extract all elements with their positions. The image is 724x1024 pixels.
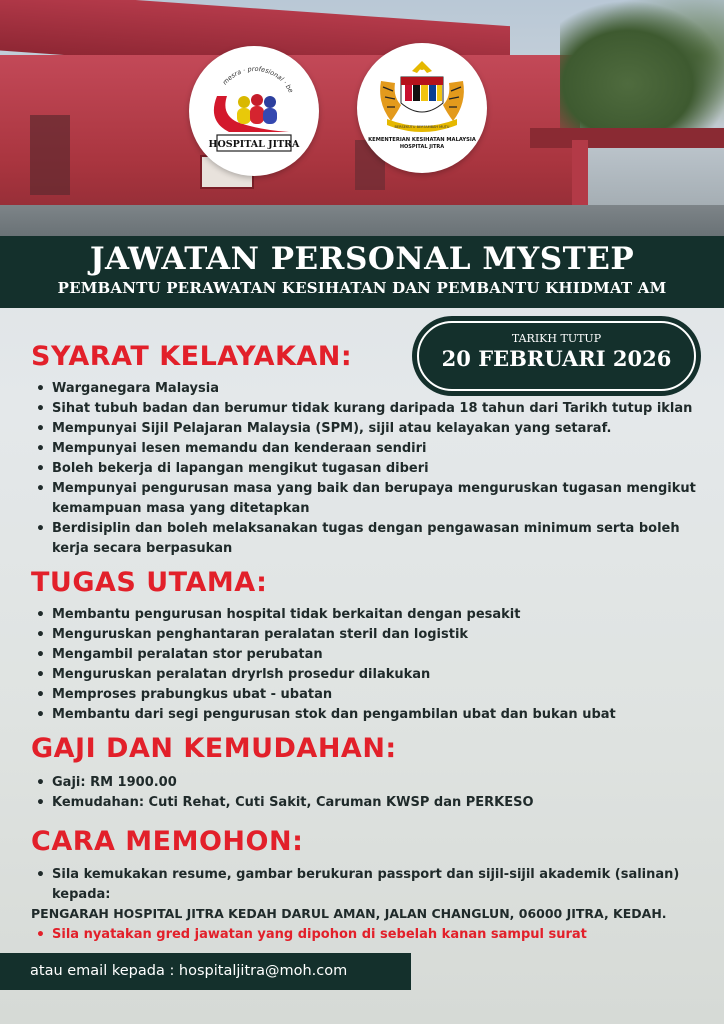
tugas-list — [34, 605, 714, 725]
syarat-list — [34, 379, 714, 559]
section-heading-gaji: GAJI DAN KEMUDAHAN: — [31, 733, 397, 764]
email-contact[interactable]: atau email kepada : hospitaljitra@moh.com — [0, 953, 411, 990]
mailing-address: PENGARAH HOSPITAL JITRA KEDAH DARUL AMAN, JALAN CHANGLUN, 06000 JITRA, KEDAH. — [31, 906, 667, 921]
closing-date-value: 20 FEBRUARI 2026 — [441, 346, 672, 371]
list-item: • Mempunyai pengurusan masa yang baik dan berupaya menguruskan tugasan mengikut kemampuan masa yang ditetapkan — [34, 479, 714, 519]
section-heading-tugas: TUGAS UTAMA: — [31, 567, 268, 598]
hospital-logo-graphic — [189, 46, 319, 176]
hospital-jitra-logo — [189, 46, 319, 176]
list-item: • Mempunyai Sijil Pelajaran Malaysia (SPM), sijil atau kelayakan yang setaraf. — [34, 419, 714, 439]
building-window — [30, 115, 70, 195]
ministry-motto: BERSEKUTU BERTAMBAH MUTU — [394, 125, 450, 129]
list-item: • Sihat tubuh badan dan berumur tidak kurang daripada 18 tahun dari Tarikh tutup iklan — [34, 399, 714, 419]
cara-list — [34, 865, 694, 905]
list-item: • Memproses prabungkus ubat - ubatan — [34, 685, 714, 705]
list-item: • Menguruskan penghantaran peralatan steril dan logistik — [34, 625, 714, 645]
list-item: • Gaji: RM 1900.00 — [34, 773, 714, 793]
list-item: • Berdisiplin dan boleh melaksanakan tugas dengan pengawasan minimum serta boleh kerja secara berpasukan — [34, 519, 714, 559]
cara-note-list — [34, 925, 714, 945]
application-note: • Sila nyatakan gred jawatan yang dipohon di sebelah kanan sampul surat — [34, 925, 714, 945]
coat-of-arms-icon — [357, 43, 487, 173]
list-item: • Boleh bekerja di lapangan mengikut tugasan diberi — [34, 459, 714, 479]
page-title: JAWATAN PERSONAL MYSTEP — [89, 241, 635, 277]
list-item: • Membantu pengurusan hospital tidak berkaitan dengan pesakit — [34, 605, 714, 625]
list-item: • Membantu dari segi pengurusan stok dan pengambilan ubat dan bukan ubat — [34, 705, 714, 725]
ministry-health-logo — [357, 43, 487, 173]
ministry-sub: HOSPITAL JITRA — [399, 144, 445, 150]
title-banner — [0, 236, 724, 308]
road — [0, 205, 724, 236]
list-item: • Kemudahan: Cuti Rehat, Cuti Sakit, Caruman KWSP dan PERKESO — [34, 793, 714, 813]
list-item: • Warganegara Malaysia — [34, 379, 714, 399]
list-item: • Menguruskan peralatan dryrlsh prosedur dilakukan — [34, 665, 714, 685]
hospital-logo-name: HOSPITAL JITRA — [208, 139, 300, 150]
gaji-list — [34, 773, 714, 813]
list-item: • Sila kemukakan resume, gambar berukuran passport dan sijil-sijil akademik (salinan) kepada: — [34, 865, 694, 905]
ministry-name: KEMENTERIAN KESIHATAN MALAYSIA — [368, 137, 476, 143]
list-item: • Mengambil peralatan stor perubatan — [34, 645, 714, 665]
section-heading-syarat: SYARAT KELAYAKAN: — [31, 341, 353, 372]
list-item: • Mempunyai lesen memandu dan kenderaan sendiri — [34, 439, 714, 459]
closing-date-label: TARIKH TUTUP — [511, 332, 602, 345]
car-park-canopy — [530, 128, 724, 148]
svg-text:mesra · profesional · beretika — [189, 46, 295, 94]
canopy-pillar — [572, 140, 588, 215]
trees — [560, 0, 724, 140]
page-subtitle: PEMBANTU PERAWATAN KESIHATAN DAN PEMBANTU KHIDMAT AM — [57, 279, 667, 297]
section-heading-cara: CARA MEMOHON: — [31, 826, 304, 857]
hospital-tagline: mesra · profesional · be — [220, 64, 295, 95]
